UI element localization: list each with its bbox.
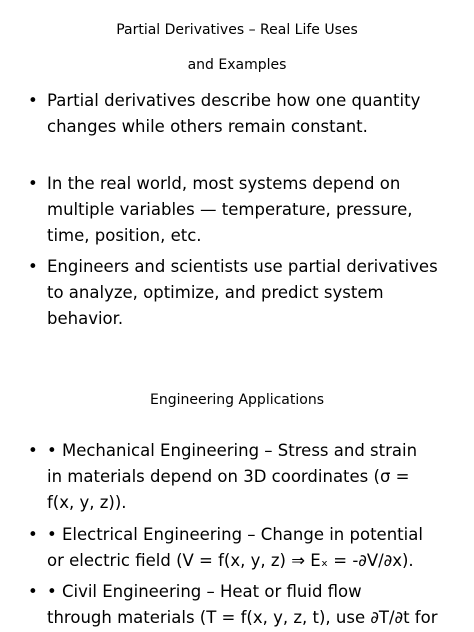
title-line: Engineering Applications [150, 392, 324, 408]
bullet-dot-icon: • [28, 441, 38, 460]
bullet-text [47, 254, 472, 332]
title-line: and Examples [187, 57, 287, 73]
bullet-text [47, 522, 472, 574]
bullet-line: behavior. [47, 309, 124, 328]
bullet-dot-icon: • [28, 257, 38, 276]
bullet-line: multiple variables — temperature, pressure, [47, 200, 413, 219]
bullet-line: • Mechanical Engineering – Stress and strain [47, 441, 418, 460]
slide-title [0, 383, 474, 418]
bullet-line: Partial derivatives describe how one quantity [47, 91, 421, 110]
bullet-dot-icon: • [28, 174, 38, 193]
bullet-line: Engineers and scientists use partial derivatives [47, 257, 438, 276]
bullet-text [47, 438, 472, 516]
bullet-text [47, 171, 472, 249]
slide-2 [0, 370, 474, 632]
bullet-line: time, position, etc. [47, 226, 202, 245]
bullet-line: • Civil Engineering – Heat or fluid flow [47, 582, 362, 601]
bullet-dot-icon: • [28, 91, 38, 110]
title-line: Partial Derivatives – Real Life Uses [116, 22, 358, 38]
bullet-line: changes while others remain constant. [47, 117, 368, 136]
slide-title [0, 13, 474, 83]
bullet-text [47, 88, 472, 140]
bullet-dot-icon: • [28, 525, 38, 544]
bullet-line: to analyze, optimize, and predict system [47, 283, 384, 302]
bullet-dot-icon: • [28, 582, 38, 601]
bullet-line: through materials (T = f(x, y, z, t), use ∂T/∂t for [47, 608, 438, 627]
bullet-line: • Electrical Engineering – Change in potential [47, 525, 423, 544]
bullet-text [47, 579, 472, 631]
bullet-line: in materials depend on 3D coordinates (σ = [47, 467, 410, 486]
bullet-line: In the real world, most systems depend on [47, 174, 401, 193]
bullet-line: f(x, y, z)). [47, 493, 127, 512]
bullet-line: or electric field (V = f(x, y, z) ⇒ Eₓ = -∂V/∂x). [47, 551, 414, 570]
